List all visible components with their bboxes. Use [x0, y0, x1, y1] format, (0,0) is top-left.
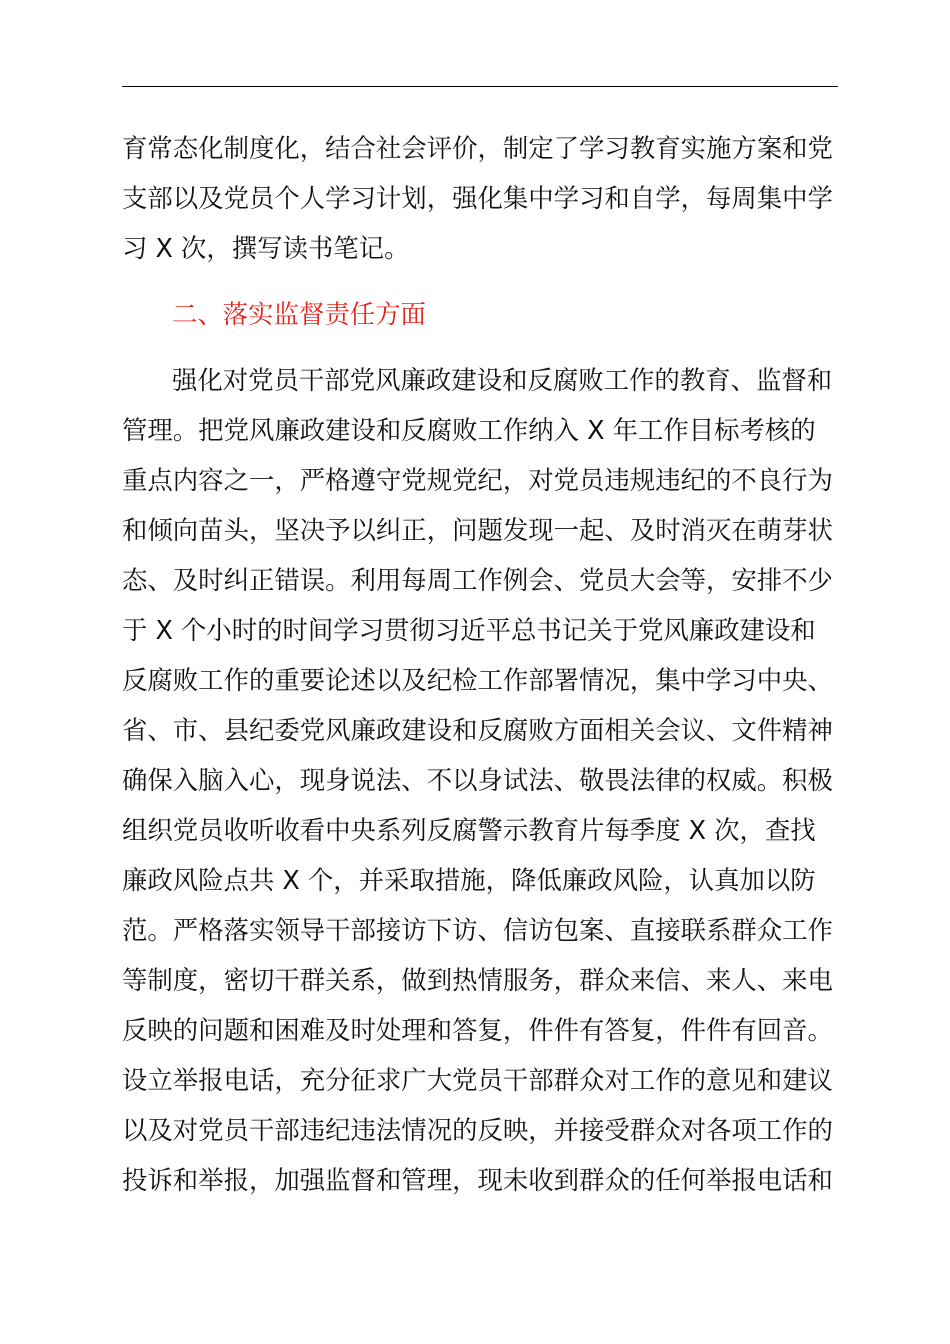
paragraph-line: 反腐败工作的重要论述以及纪检工作部署情况，集中学习中央、 [122, 665, 833, 695]
paragraph-line: 支部以及党员个人学习计划，强化集中学习和自学，每周集中学 [122, 183, 833, 213]
paragraph-line: 态、及时纠正错误。利用每周工作例会、党员大会等，安排不少 [122, 565, 833, 595]
paragraph-line: 习 X 次，撰写读书笔记。 [122, 233, 410, 263]
section-heading: 二、落实监督责任方面 [172, 299, 426, 329]
header-rule [122, 86, 838, 87]
paragraph-line: 组织党员收听收看中央系列反腐警示教育片每季度 X 次，查找 [122, 815, 816, 845]
paragraph-line: 强化对党员干部党风廉政建设和反腐败工作的教育、监督和 [172, 365, 833, 395]
paragraph-line: 范。严格落实领导干部接访下访、信访包案、直接联系群众工作 [122, 915, 833, 945]
paragraph-line: 廉政风险点共 X 个，并采取措施，降低廉政风险，认真加以防 [122, 865, 816, 895]
paragraph-line: 省、市、县纪委党风廉政建设和反腐败方面相关会议、文件精神 [122, 715, 833, 745]
paragraph-line: 育常态化制度化，结合社会评价，制定了学习教育实施方案和党 [122, 133, 833, 163]
paragraph-line: 于 X 个小时的时间学习贯彻习近平总书记关于党风廉政建设和 [122, 615, 816, 645]
paragraph-line: 等制度，密切干群关系，做到热情服务，群众来信、来人、来电 [122, 965, 833, 995]
paragraph-line: 设立举报电话，充分征求广大党员干部群众对工作的意见和建议 [122, 1065, 833, 1095]
paragraph-line: 以及对党员干部违纪违法情况的反映，并接受群众对各项工作的 [122, 1115, 833, 1145]
paragraph-line: 管理。把党风廉政建设和反腐败工作纳入 X 年工作目标考核的 [122, 415, 816, 445]
paragraph-line: 和倾向苗头，坚决予以纠正，问题发现一起、及时消灭在萌芽状 [122, 515, 833, 545]
paragraph-line: 投诉和举报，加强监督和管理，现未收到群众的任何举报电话和 [122, 1165, 833, 1195]
paragraph-line: 重点内容之一，严格遵守党规党纪，对党员违规违纪的不良行为 [122, 465, 833, 495]
paragraph-line: 反映的问题和困难及时处理和答复，件件有答复，件件有回音。 [122, 1015, 833, 1045]
paragraph-line: 确保入脑入心，现身说法、不以身试法、敬畏法律的权威。积极 [122, 765, 833, 795]
